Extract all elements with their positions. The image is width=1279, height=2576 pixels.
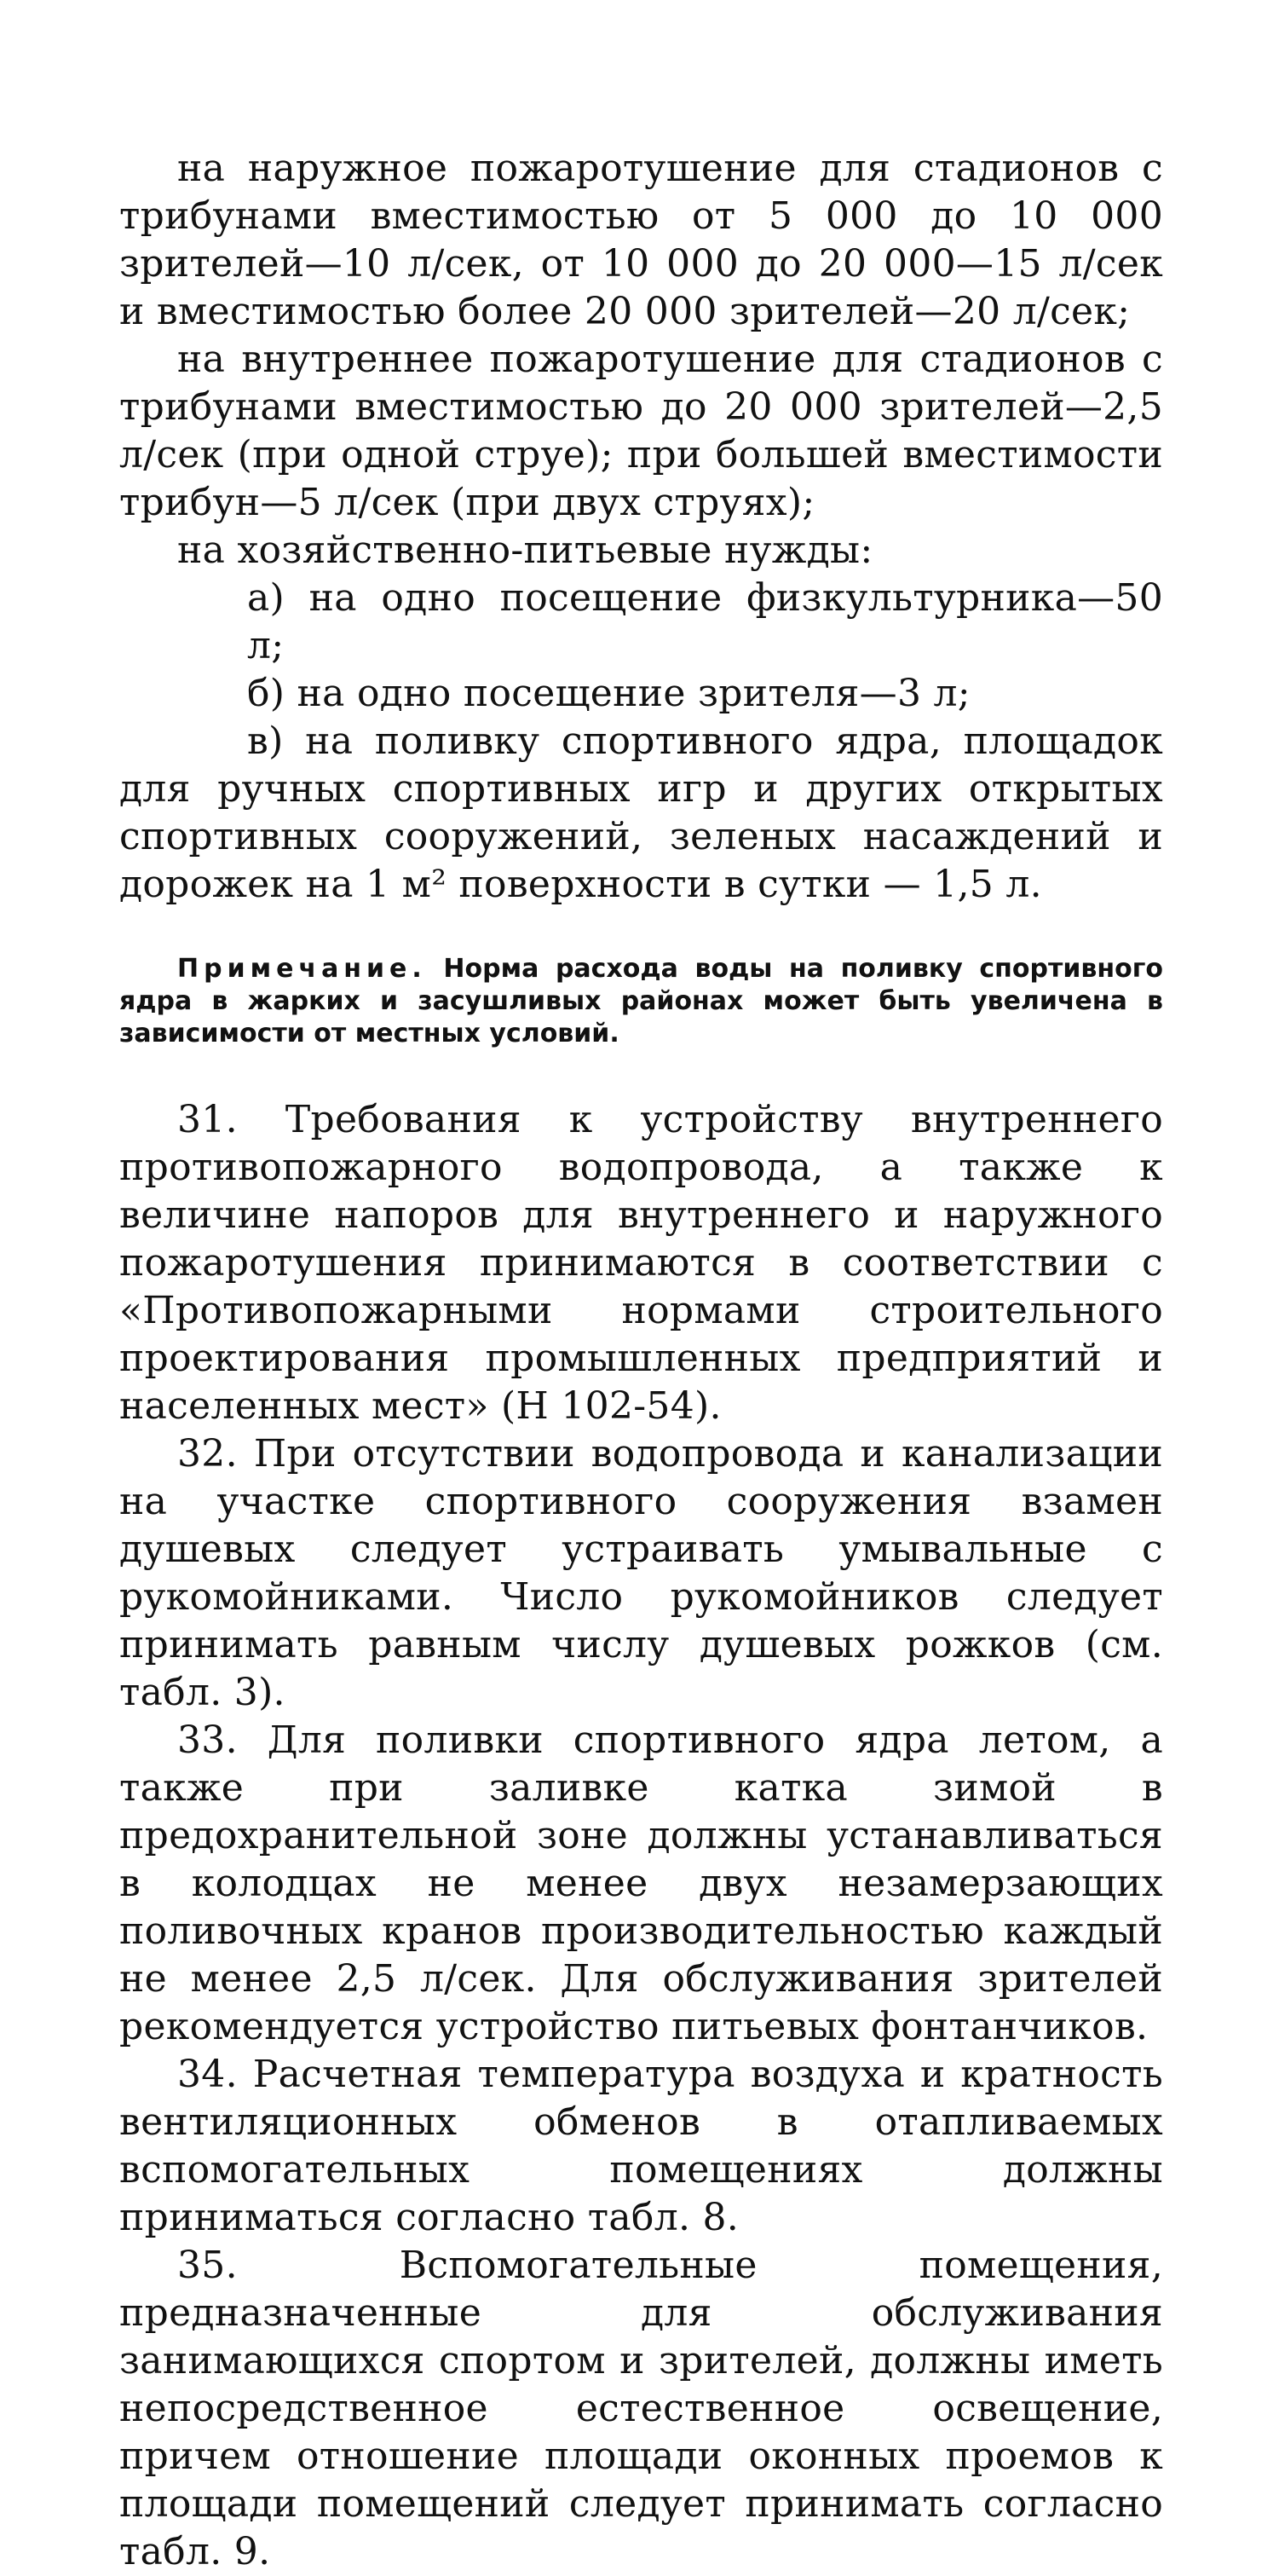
paragraph-indoor-fire: на внутреннее пожаротушение для стадионов с трибунами вместимостью до 20 000 зрителей—2,5 л/сек (при одной струе); при большей вместимости трибун—5 л/сек (при двух струях); (119, 338, 1163, 524)
note (119, 953, 1163, 1050)
section-35: 35. Вспомогательные помещения, предназначенные для обслуживания занимающихся спортом и зрителей, должны иметь непосредственное естественное освещение, причем отношение площади оконных проемов к площади помещений следует принимать согласно табл. 9. (119, 2244, 1163, 2573)
section-32: 32. При отсутствии водопровода и канализации на участке спортивного сооружения взамен душевых следует устраивать умывальные с рукомойниками. Число рукомойников следует принимать равным числу душевых рожков (см. табл. 3). (119, 1432, 1163, 1714)
list-item-a: а) на одно посещение физкультурника—50 л; (247, 576, 1163, 667)
section-34: 34. Расчетная температура воздуха и кратность вентиляционных обменов в отапливаемых вспомогательных помещениях должны приниматься согласно табл. 8. (119, 2053, 1163, 2239)
document-page (119, 145, 1163, 2576)
list-item-b: б) на одно посещение зрителя—3 л; (247, 672, 971, 715)
paragraph-household-needs: на хозяйственно-питьевые нужды: (177, 528, 873, 572)
section-31: 31. Требования к устройству внутреннего противопожарного водопровода, а также к величине напоров для внутреннего и наружного пожаротушения принимаются в соответствии с «Противопожарными нормами строительного проектирования промышленных предприятий и населенных мест» (Н 102-54). (119, 1098, 1163, 1428)
section-33: 33. Для поливки спортивного ядра летом, а также при заливке катка зимой в предохранительной зоне должны устанавливаться в колодцах не менее двух незамерзающих поливочных кранов производительностью каждый не менее 2,5 л/сек. Для обслуживания зрителей рекомендуется устройство питьевых фонтанчиков. (119, 1718, 1163, 2048)
note-label: Примечание. (177, 954, 427, 984)
list-item-c: в) на поливку спортивного ядра, площадок для ручных спортивных игр и других открытых спортивных сооружений, зеленых насаждений и дорожек на 1 м² поверхности в сутки — 1,5 л. (119, 719, 1163, 906)
paragraph-outdoor-fire: на наружное пожаротушение для стадионов с трибунами вместимостью от 5 000 до 10 000 зрителей—10 л/сек, от 10 000 до 20 000—15 л/сек и вместимостью более 20 000 зрителей—20 л/сек; (119, 147, 1163, 333)
note-text: Норма расхода воды на поливку спортивного ядра в жарких и засушливых районах может быть увеличена в зависимости от местных условий. (119, 954, 1163, 1048)
